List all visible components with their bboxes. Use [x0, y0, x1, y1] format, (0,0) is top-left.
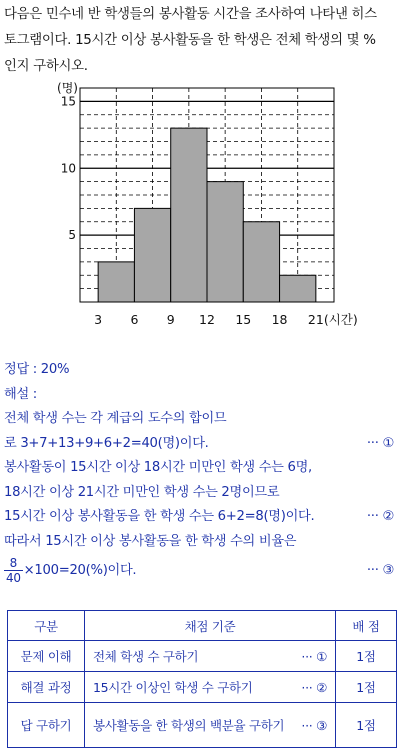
scoring-row: [8, 641, 397, 672]
y-tick-label: 5: [68, 228, 76, 243]
explanation-lines: [4, 407, 398, 554]
explanation-text: 전체 학생 수는 각 계급의 도수의 합이므: [4, 411, 227, 426]
x-tick-label: 18: [271, 312, 288, 327]
scoring-header-row: [8, 611, 397, 641]
step-mark: ··· ②: [366, 509, 394, 524]
header-section: 구분: [8, 611, 85, 641]
y-tick-label: 10: [60, 161, 76, 176]
problem-line-2: 토그램이다. 15시간 이상 봉사활동을 한 학생은 전체 학생의 몇 %: [4, 33, 376, 48]
header-criterion: 채점 기준: [85, 611, 336, 641]
explanation-line: [4, 481, 398, 506]
row-score: 1점: [336, 672, 397, 703]
y-tick-label: 15: [60, 94, 76, 109]
explanation-line: [4, 407, 398, 432]
histogram-bar: [243, 222, 279, 302]
x-axis-unit: (시간): [323, 312, 358, 327]
explanation-label: 해설 :: [4, 386, 37, 402]
x-tick-label: 12: [199, 312, 215, 327]
explanation-text: 18시간 이상 21시간 미만인 학생 수는 2명이므로: [4, 484, 280, 500]
explanation-text: 로 3+7+13+9+6+2=40(명)이다.: [4, 435, 209, 451]
row-section: 문제 이해: [8, 641, 85, 672]
row-step-mark: ··· ③: [296, 703, 336, 748]
final-answer: 정답 : 20%: [4, 362, 70, 377]
row-step-mark: ··· ②: [296, 672, 336, 703]
x-tick-label: 15: [235, 312, 252, 327]
x-tick-label: 9: [166, 312, 175, 327]
explanation-final-line: [4, 554, 398, 588]
explanation-text: 따라서 15시간 이상 봉사활동을 한 학생 수의 비율은: [4, 533, 297, 549]
fraction-denominator: 40: [6, 570, 21, 585]
x-tick-label: 3: [94, 312, 103, 327]
explanation-text: 봉사활동이 15시간 이상 18시간 미만인 학생 수는 6명,: [4, 460, 312, 475]
row-criterion: 봉사활동을 한 학생의 백분율 구하기: [85, 703, 296, 748]
answer-section: [4, 358, 398, 588]
scoring-body: [8, 641, 397, 748]
scoring-table: [7, 610, 397, 748]
row-section: 해결 과정: [8, 672, 85, 703]
histogram-chart: [40, 82, 360, 332]
y-axis-unit: (명): [57, 82, 78, 95]
explanation-line: [4, 432, 398, 457]
final-expression: ×100=20(%)이다.: [23, 563, 137, 578]
histogram-bar: [207, 182, 243, 302]
row-score: 1점: [336, 703, 397, 748]
header-score: 배 점: [336, 611, 397, 641]
step-mark: ··· ①: [366, 435, 394, 451]
scoring-row: [8, 672, 397, 703]
histogram-bar: [98, 262, 134, 302]
x-tick-label: 21: [307, 312, 324, 327]
x-tick-label: 6: [130, 312, 139, 327]
explanation-line: [4, 505, 398, 530]
row-section: 답 구하기: [8, 703, 85, 748]
fraction-numerator: 8: [4, 556, 23, 571]
problem-line-3: 인지 구하시오.: [4, 59, 88, 74]
explanation-line: [4, 456, 398, 481]
scoring-row: [8, 703, 397, 748]
histogram-bar: [280, 275, 316, 302]
row-criterion: 전체 학생 수 구하기: [85, 641, 296, 672]
explanation-text: 15시간 이상 봉사활동을 한 학생 수는 6+2=8(명)이다.: [4, 509, 315, 524]
histogram-bar: [134, 208, 170, 302]
explanation-line: [4, 530, 398, 555]
problem-statement: [4, 2, 398, 80]
row-step-mark: ··· ①: [296, 641, 336, 672]
problem-line-1: 다음은 민수네 반 학생들의 봉사활동 시간을 조사하여 나타낸 히스: [4, 7, 377, 22]
fraction: [4, 556, 23, 585]
row-score: 1점: [336, 641, 397, 672]
row-criterion: 15시간 이상인 학생 수 구하기: [85, 672, 296, 703]
step-mark: ··· ③: [366, 563, 394, 578]
histogram-bar: [171, 128, 207, 302]
